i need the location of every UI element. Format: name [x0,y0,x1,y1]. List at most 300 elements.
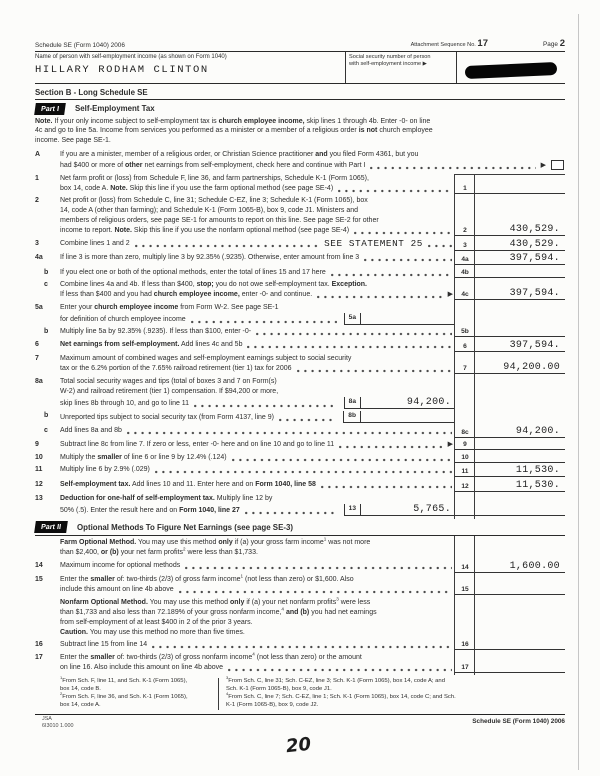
entry-amount: 430,529. [509,238,560,250]
line-text-segment: than $2,400, or (b) your net farm profits$^2$ were less than $1,733. [60,547,258,557]
attachment-label: Attachment Sequence No. [410,42,478,48]
line-text [60,239,455,251]
line-number-left: 2 [35,197,39,205]
text-line [60,184,455,194]
inner-entry-line-number: 13 [344,504,361,515]
form-line-A [35,150,565,174]
form-content [35,38,565,725]
text-line [60,608,455,618]
form-line-4c [35,280,565,303]
form-line-16 [35,640,565,653]
part2-label: Part II [34,521,68,533]
footnotes-left-column [35,675,218,709]
entry-cell [455,340,565,352]
form-line-b [35,411,565,426]
dot-leader [256,331,452,336]
inner-entry-line-number: 5a [344,313,361,324]
form-line-15 [35,575,565,598]
text-line [60,340,455,350]
entry-line-number [455,324,475,325]
line-text-segment: 14, code A (other than farming); and Schedule K-1 (Form 1065-B), box 9, code J1. Ministers and [60,207,359,215]
line-number-left: 6 [35,340,39,348]
section-title: Section B - Long Schedule SE [35,84,565,100]
entry-amount: 397,594. [509,288,560,300]
entry-cell [455,453,565,463]
dot-leader [232,457,452,462]
entry-line-number: 11 [461,468,469,476]
entry-cell [455,538,565,558]
inner-entry-box [344,313,455,325]
form-line-13 [35,494,565,519]
text-line [60,440,455,450]
name-column [35,52,345,83]
footnote-4-cont: K-1 (Form 1065-B), box 9, code J2. [226,701,319,708]
entry-cell [455,440,565,450]
text-line [60,239,455,249]
form-line-text [35,538,565,561]
line-text-segment: Enter the smaller of: two-thirds (2/3) of gross farm income$^1$ (not less than zero) or $1,600. Also [60,574,354,584]
jsa-label: JSA [42,716,52,722]
text-line [60,548,455,558]
dot-leader [245,510,337,515]
text-line [60,354,455,364]
form-line-1 [35,174,565,197]
form-line-17 [35,653,565,676]
part2-title: Optional Methods To Figure Net Earnings (see page SE-3) [76,522,293,532]
line-text [60,640,455,650]
line-text-segment: Combine lines 4a and 4b. If less than $400, stop; you do not owe self-employment tax. Exception. [60,281,368,289]
line-text-segment: Multiply line 5a by 92.35% (.9235). If less than $100, enter -0- [60,328,252,336]
footer-form-id: Schedule SE (Form 1040) 2006 [472,718,565,726]
entry-amount: 94,200.00 [503,362,560,374]
text-line [60,411,455,423]
dot-leader [331,272,452,277]
form-line-8c [35,426,565,441]
footnote-3-cont: Sch. K-1 (Form 1065-B), box 9, code J1. [226,686,332,693]
line-text [60,440,455,450]
form-line-6 [35,340,565,355]
form-line-4a [35,253,565,268]
form-line-14 [35,561,565,576]
text-line [60,653,455,663]
line-text-segment: Nonfarm Optional Method. You may use this method only if (a) your net nonfarm profits$^3$ were less [60,596,371,606]
ssn-field [457,52,565,83]
line-text-segment: W-2) and railroad retirement (tier 1) compensation. If $94,200 or more, [60,387,279,395]
line-text-segment: Self-employment tax. Add lines 10 and 11. Enter here and on Form 1040, line 58 [60,480,316,488]
inner-entry-amount: 5,765. [413,504,451,516]
entry-amount: 397,594. [509,339,560,351]
line-number-left: b [44,412,49,420]
line-text-segment: on line 16. Also include this amount on line 4b above [60,663,224,671]
text-line [35,126,565,136]
attachment-sequence [411,38,488,49]
print-code: 6I3010 1.000 [42,722,74,729]
entry-line-number: 4b [461,268,469,276]
arrow-icon: ▶ [447,441,453,449]
text-line [60,216,455,226]
text-line [60,290,455,300]
text-line [35,117,565,127]
text-line [60,387,455,397]
line-number-left [35,538,60,558]
line-text-segment: for definition of church employee income [60,315,186,323]
checkbox-form-4361[interactable] [551,160,564,170]
line-number-left: 14 [35,561,43,569]
ssn-label-box [345,52,457,83]
dot-leader [354,230,452,235]
line-text [60,465,455,477]
line-text-segment: Net earnings from self-employment. Add lines 4c and 5b [60,340,243,348]
dot-leader [185,565,452,570]
footnote-2-cont: box 14, code A. [60,701,101,708]
dot-leader [179,589,452,594]
entry-line-number: 6 [463,342,467,350]
entry-line-number: 10 [461,453,469,461]
entry-amount: 430,529. [509,224,560,236]
entry-cell [455,561,565,573]
line-text [60,426,455,438]
line-text-segment: Combine lines 1 and 2 [60,239,130,247]
text-line [60,494,455,504]
entry-cell [455,465,565,477]
part1-header [35,100,565,117]
entry-amount: 11,530. [515,465,560,477]
dot-leader [428,243,452,248]
dot-leader [339,444,442,449]
entry-cell [455,327,565,337]
text-line [60,206,455,216]
dot-leader [127,430,452,435]
line-text [60,174,455,194]
line-text-segment: tax or the 6.2% portion of the 7.65% railroad retirement (tier 1) tax for 2006 [60,365,292,373]
text-line [60,480,455,490]
entry-line-number [455,557,475,558]
form-id: Schedule SE (Form 1040) 2006 [35,42,125,49]
text-line [60,150,565,160]
footnote-4: $^4$From Sch. C, line 7; Sch. C-EZ, line 1; Sch. K-1 (Form 1065), box 14, code C; and Sch. [226,691,456,700]
entry-cell [455,280,565,300]
entry-line-number: 9 [463,441,467,449]
line-number-left [35,598,60,638]
text-line [60,504,455,516]
form-line-10 [35,453,565,466]
entry-cell [455,598,565,638]
text-line [60,465,455,475]
form-line-3 [35,239,565,254]
line-number-left: 16 [35,641,43,649]
line-text-segment: Deduction for one-half of self-employment tax. Multiply line 12 by [60,495,273,503]
form-line-11 [35,465,565,480]
text-line [60,377,455,387]
line-number-left: 12 [35,480,43,488]
entry-amount: 1,600.00 [509,560,560,572]
entry-cell [455,494,565,516]
line-text [60,303,455,325]
entry-cell [455,480,565,492]
line-text [60,480,455,492]
form-line-text [35,598,565,641]
line-text-segment: Net farm profit or (loss) from Schedule F, line 36, and farm partnerships, Schedule K-1 (Form 1065), [60,174,369,182]
entry-line-number: 17 [461,663,469,671]
entry-amount: 11,530. [515,479,560,491]
entry-cell [455,196,565,236]
line-text [60,253,455,265]
part2-header [35,519,565,536]
inner-entry-box [344,504,455,516]
entry-cell [455,239,565,251]
line-number-left: b [44,328,49,336]
dot-leader [370,165,535,170]
form-line-text [35,117,565,149]
line-text [60,494,455,516]
line-number-left: A [35,151,41,159]
line-text-segment: skip lines 8b through 10, and go to line 11 [60,399,190,407]
part1-title: Self-Employment Tax [74,104,155,113]
inner-entry-box [343,411,455,423]
page-label: Page [543,41,560,48]
line-text-segment: Net profit or (loss) from Schedule C, line 31; Schedule C-EZ, line 3; Schedule K-1 (Form 1065), box [60,197,368,205]
text-line [60,426,455,436]
text-line [60,397,455,409]
entry-cell [455,174,565,194]
entry-line-number [455,408,475,409]
dot-leader [152,644,452,649]
line-text [60,327,455,337]
line-text [60,411,455,423]
text-line [60,313,455,325]
line-text [60,653,455,673]
line-text [60,196,455,236]
entry-amount: 397,594. [509,253,560,265]
footnote-1: $^1$From Sch. F, line 11, and Sch. K-1 (Form 1065), [60,675,188,685]
inner-entry-box [344,397,455,409]
dot-leader [228,667,452,672]
line-text-segment: If line 3 is more than zero, multiply line 3 by 92.35% (.9235). Otherwise, enter amount from line 3 [60,254,360,262]
line-text-segment: Total social security wages and tips (total of boxes 3 and 7 on Form(s) [60,377,277,385]
ssn-label-line2: with self-employment income ▶ [349,61,427,67]
text-line [35,136,565,146]
text-line [60,640,455,650]
entry-line-number [455,637,475,638]
line-text-segment: If you elect one or both of the optional methods, enter the total of lines 15 and 17 here [60,268,326,276]
entry-column-top-rule [455,174,565,175]
form-line-5b [35,327,565,340]
line-text [60,354,455,374]
text-line [60,663,455,673]
text-line [60,364,455,374]
line-text [60,561,455,573]
dot-leader [155,469,452,474]
entry-line-number [455,422,475,423]
line-text [60,150,565,171]
arrow-icon: ▶ [447,291,453,299]
line-number-left: c [44,426,48,434]
entry-line-number: 5b [461,328,469,336]
inner-entry-line-number: 8b [343,411,361,422]
text-line [60,280,455,290]
dot-leader [191,319,337,324]
text-line [60,253,455,263]
line-text-segment: box 14, code A. Note. Skip this line if you use the farm optional method (see page SE-4) [60,184,334,192]
line-text-segment: Multiply the smaller of line 6 or line 9 by 12.4% (.124) [60,453,227,461]
text-line [60,303,455,313]
ssn-label-line1: Social security number of person [349,54,431,60]
line-text-segment: If you are a minister, member of a religious order, or Christian Science practitioner and you filed Form 4361, but you [60,151,419,159]
line-text [60,377,455,409]
inner-entry-amount: 94,200. [406,396,451,408]
entry-cell [455,253,565,265]
footnotes-right-column [218,675,565,709]
line-text-segment: 50% (.5). Enter the result here and on Form 1040, line 27 [60,507,240,515]
text-line [60,618,455,628]
entry-line-number: 16 [461,641,469,649]
line-text-segment: Caution. You may use this method no more than five times. [60,628,245,636]
line-text [35,117,565,146]
line-text-segment: Enter the smaller of: two-thirds (2/3) of gross nonfarm income$^4$ (not less than zero) or the amount [60,651,362,661]
line-number-left: 9 [35,441,39,449]
entry-cell [455,653,565,673]
line-text-segment: income to report. Note. Skip this line if you use the nonfarm optional method (see page SE-4) [60,227,350,235]
handwritten-page-number: 20 [284,733,313,758]
inner-entry-line-number: 8a [344,397,361,408]
dot-leader [317,294,442,299]
text-line [60,585,455,595]
dot-leader [279,417,336,422]
text-line [60,196,455,206]
line-text-segment: Farm Optional Method. You may use this method only if (a) your gross farm income$^1$ was not more [60,537,371,547]
typed-statement: SEE STATEMENT 25 [324,237,423,249]
dot-leader [297,368,452,373]
line-A-block [35,150,565,174]
form-line-9 [35,440,565,453]
entry-cell [455,303,565,325]
form-line-8a [35,377,565,412]
footnotes [35,676,565,714]
line-text-segment: Multiply line 6 by 2.9% (.029) [60,466,150,474]
line-text-segment: Subtract line 15 from line 14 [60,641,148,649]
form-line-5a [35,303,565,328]
text-line [60,575,455,585]
dot-leader [135,243,321,248]
entry-cell [455,354,565,374]
line-number-left: 3 [35,239,39,247]
name-ssn-row [35,52,565,84]
line-number-left: 7 [35,355,39,363]
entry-line-number [455,514,475,515]
part2-lines-box [35,535,565,675]
taxpayer-name: HILLARY RODHAM CLINTON [35,64,209,76]
line-number-left: b [44,268,49,276]
line-text-segment: income. See page SE-1. [35,137,111,145]
ssn-redaction [465,62,557,79]
arrow-icon: ▶ [540,162,546,170]
page-number: 2 [559,38,565,49]
entry-amount: 94,200. [515,425,560,437]
dot-leader [321,484,452,489]
line-number-left: c [44,281,48,289]
text-line [60,327,455,337]
form-line-4b [35,268,565,281]
page-indicator [543,38,565,49]
entry-cell [455,377,565,409]
line-text-segment: than $1,733 and also less than 72.189% of your gross nonfarm income,$^4$ and (b) you had net earnings [60,606,377,616]
part1-note [35,117,565,151]
entry-line-number: 7 [463,365,467,373]
entry-cell [455,575,565,595]
form-line-7 [35,354,565,377]
line-text-segment: include this amount on line 4b above [60,586,174,594]
entry-line-number: 4a [461,256,469,264]
entry-line-number: 14 [461,563,469,571]
entry-line-number: 1 [463,184,467,192]
line-text [60,575,455,595]
text-line [60,160,565,171]
form-header-row [35,38,565,52]
form-line-12 [35,480,565,495]
footnote-3: $^3$From Sch. C, line 31; Sch. C-EZ, line 3; Sch. K-1 (Form 1065), box 14, code A; and [226,675,445,685]
dot-leader [338,188,452,193]
line-text-segment: Add lines 8a and 8b [60,426,122,434]
entry-line-number: 12 [461,482,469,490]
line-text-segment: Enter your church employee income from Form W-2. See page SE-1 [60,303,279,311]
line-text [60,340,455,352]
entry-line-number: 2 [463,227,467,235]
line-text-segment: from self-employment of at least $400 in 2 of the prior 3 years. [60,618,253,626]
line-text [60,598,455,638]
entry-cell [455,411,565,423]
entry-cell [455,268,565,278]
line-number-left: 11 [35,466,43,474]
part1-label: Part I [34,103,66,115]
line-text [60,538,455,558]
entry-cell [455,640,565,650]
dot-leader [194,403,337,408]
text-line [60,561,455,571]
entry-line-number: 3 [463,241,467,249]
line-number-left: 4a [35,254,43,262]
entry-line-number: 15 [461,586,469,594]
line-text-segment: Maximum amount of combined wages and self-employment earnings subject to social security [60,355,352,363]
line-text-segment: Maximum income for optional methods [60,561,181,569]
scan-page-edge [578,14,579,770]
line-number-left: 8a [35,377,43,385]
entry-cell [455,426,565,438]
dot-leader [364,257,452,262]
line-text [60,453,455,463]
line-text-segment: Unreported tips subject to social security tax (from Form 4137, line 9) [60,414,274,422]
entry-line-number: 8c [461,428,469,436]
line-number-left: 10 [35,453,43,461]
footnote-2: $^2$From Sch. F, line 36, and Sch. K-1 (Form 1065), [60,691,188,700]
text-line [60,628,455,638]
entry-line-number: 4c [461,291,469,299]
text-line [60,268,455,278]
line-text-segment: 4c and go to line 5a. Income from services you performed as a minister or a member of a religious order is not church employee [35,127,433,135]
print-code-block [42,716,73,730]
text-line [60,226,455,236]
name-label: Name of person with self-employment income (as shown on Form 1040) [35,54,227,60]
line-number-left: 17 [35,653,43,661]
line-number-left: 1 [35,174,39,182]
attachment-number: 17 [477,38,488,49]
text-line [60,598,455,608]
line-text [60,280,455,300]
footnote-1-cont: box 14, code B. [60,686,101,693]
form-line-2 [35,196,565,239]
line-text [60,268,455,278]
text-line [60,453,455,463]
text-line [60,174,455,184]
